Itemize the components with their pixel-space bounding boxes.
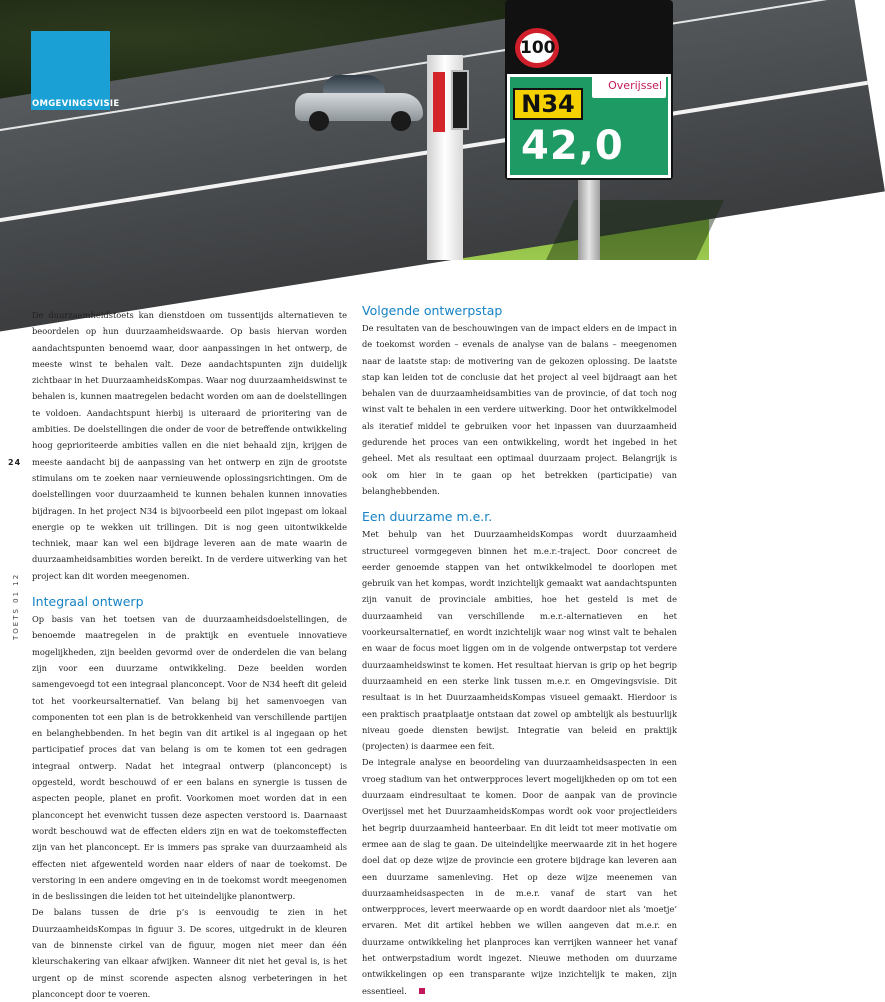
hectometer-value: 42,0	[521, 123, 624, 169]
speed-limit-sign: 100	[515, 28, 559, 68]
sign-pole	[578, 175, 600, 260]
road-number-sign: N34	[513, 88, 583, 120]
marker-black-reflector	[451, 70, 469, 130]
marker-red-reflector	[433, 72, 445, 132]
page-number: 24	[8, 458, 22, 467]
paragraph: De resultaten van de beschouwingen van de impact elders en de impact in de toekomst worden – evenals de analyse van de balans – meegenomen naar de laatste stap: de motivering van de gekozen oplossing. De laatste stap kan leiden tot de conclusie dat het project al veel bijdraagt aan het behalen van de duurzaamheidsambities van de provincie, of dat toch nog winst valt te behalen in een verdere uitwerking. Door het ontwikkelmodel als iteratief middel te gebruiken voor het inpassen van duurzaamheid gedurende het proces van een ontwikkeling, wordt het ingebed in het geheel. Met als resultaat een optimaal duurzaam project. Belangrijk is ook om hier in te gaan op het betrekken (participatie) van belanghebbenden.	[362, 323, 677, 496]
end-of-article-mark	[419, 988, 425, 994]
paragraph: De balans tussen de drie p’s is eenvoudig te zien in het DuurzaamheidsKompas in figuur 3. De scores, uitgedrukt in de kleuren van de binnenste cirkel van de figuur, mogen niet meer dan één kleurschakering van elkaar afwijken. Wanneer dit niet het geval is, is het urgent op de minst scorende aspecten alsnog verbeteringen in het planconcept door te voeren.	[32, 907, 347, 999]
paragraph-final-text: De integrale analyse en beoordeling van duurzaamheidsaspecten in een vroeg stadium van het ontwerpproces levert mogelijkheden op om tot een duurzaam eindresultaat te komen. Door de aanpak van de provincie Overijssel met het DuurzaamheidsKompas wordt ook voor projectleiders het begrip duurzaamheid hanteerbaar. En dit leidt tot meer motivatie om ermee aan de slag te gaan. De uiteindelijke meerwaarde zit in het hogere doel dat op deze wijze de provincie een grotere bijdrage kan leveren aan een duurzame samenleving. Het op deze wijze meenemen van duurzaamheidsaspecten in de m.e.r. vanaf de start van het ontwerpproces, levert meerwaarde op en wordt daardoor niet als ‘moetje’ ervaren. Met dit artikel hebben we willen aangeven dat m.e.r. en duurzame ontwikkeling het planproces kan verrijken wanneer het vanaf het ontwerpstadium wordt ingezet. Nieuwe methoden om duurzame ontwikkelingen op een transparante wijze inzichtelijk te maken, zijn essentieel.	[362, 757, 677, 996]
heading-duurzame-mer: Een duurzame m.e.r.	[362, 509, 493, 525]
province-logo: Overijssel	[592, 74, 666, 98]
paragraph-final	[362, 754, 677, 998]
right-column	[362, 302, 677, 999]
left-column	[32, 307, 347, 1002]
heading-integraal-ontwerp: Integraal ontwerp	[32, 594, 144, 610]
paragraph: Met behulp van het DuurzaamheidsKompas wordt duurzaamheid structureel vormgegeven binnen het m.e.r.-traject. Door concreet de eerder genoemde stappen van het ontwikkelmodel te doorlopen met gebruik van het kompas, wordt inzichtelijk gemaakt wat aandachtspunten zijn vanuit de provinciale ambities, hoe het gesteld is met de duurzaamheid van verschillende m.e.r.-alternatieven en het voorkeursalternatief, en wordt inzichtelijk waar nog winst valt te behalen en waar de focus moet liggen om in de volgende ontwerpstap tot verdere duurzaamheidswinst te komen. Het resultaat hiervan is grip op het begrip duurzaamheid en een sterke link tussen m.e.r. en Omgevingsvisie. Dit resultaat is in het DuurzaamheidsKompas visueel gemaakt. Hierdoor is een praktisch praatplaatje ontstaan dat zowel op ambtelijk als bestuurlijk niveau goede diensten bewijst. Integratie van beleid en praktijk (projecten) is daarmee een feit.	[362, 529, 677, 752]
section-label: OMGEVINGSVISIE	[32, 99, 120, 109]
heading-volgende-ontwerpstap: Volgende ontwerpstap	[362, 303, 503, 318]
sign-shadow	[546, 200, 724, 260]
paragraph: De duurzaamheidstoets kan dienstdoen om tussentijds alternatieven te beoordelen op hun duurzaamheidswaarde. Op basis hiervan worden aandachtspunten benoemd waar, door aanpassingen in het ontwerp, de meeste winst te behalen valt. Deze aandachtspunten zijn duidelijk zichtbaar in het DuurzaamheidsKompas. Waar nog duurzaamheidswinst te behalen is, kunnen maatregelen bedacht worden om aan de doelstellingen te voldoen. Aandachtspunt hierbij is uiteraard de prioritering van de ambities. De doelstellingen die onder de voor de betreffende ontwikkeling hoog geprioriteerde ambities vallen en die niet behaald zijn, krijgen de meeste aandacht bij de aanpassing van het ontwerp en zijn de grootste stimulans om te zoeken naar vernieuwende oplossingsrichtingen. Om de doelstellingen voor duurzaamheid te kunnen behalen kunnen innovaties bijdragen. In het project N34 is bijvoorbeeld een pilot ingepast om lokaal energie op te wekken uit trillingen. Dit is nog geen uitontwikkelde techniek, maar kan wel een bijdrage leveren aan de mate waarin de duurzaamheidsambities worden bereikt. In de verdere uitwerking van het project kan dit worden meegenomen.	[32, 310, 347, 581]
paragraph: Op basis van het toetsen van de duurzaamheidsdoelstellingen, de benoemde maatregelen in de praktijk en eventuele innovatieve mogelijkheden, zijn beelden gevormd over de onderdelen die van belang zijn voor een duurzame ontwikkeling. Deze beelden worden samengevoegd tot een integraal planconcept. Voor de N34 heeft dit geleid tot het voorkeursalternatief. Van belang bij het samenvoegen van componenten tot een plan is de betrokkenheid van verschillende partijen en belanghebbenden. In het begin van dit artikel is al ingegaan op het participatief proces dat van belang is om te komen tot een gedragen integraal ontwerp. Nadat het integraal ontwerp (planconcept) is opgesteld, wordt beschouwd of er een balans en synergie is tussen de aspecten people, planet en profit. Voorkomen moet worden dat in een planconcept het evenwicht tussen deze aspecten verstoord is. Daarnaast wordt beschouwd wat de effecten elders zijn en wat de toekomsteffecten zijn van het planconcept. Er is immers pas sprake van duurzaamheid als effecten niet afgewenteld worden naar elders of naar de toekomst. De verstoring in een andere omgeving en in de toekomst wordt meegenomen in de beslissingen die leiden tot het uiteindelijke planontwerp.	[32, 614, 347, 902]
photo-car	[295, 75, 423, 129]
journal-label: TOETS 01 12	[12, 572, 20, 640]
car-wheel-rear	[391, 111, 411, 131]
car-wheel-front	[309, 111, 329, 131]
